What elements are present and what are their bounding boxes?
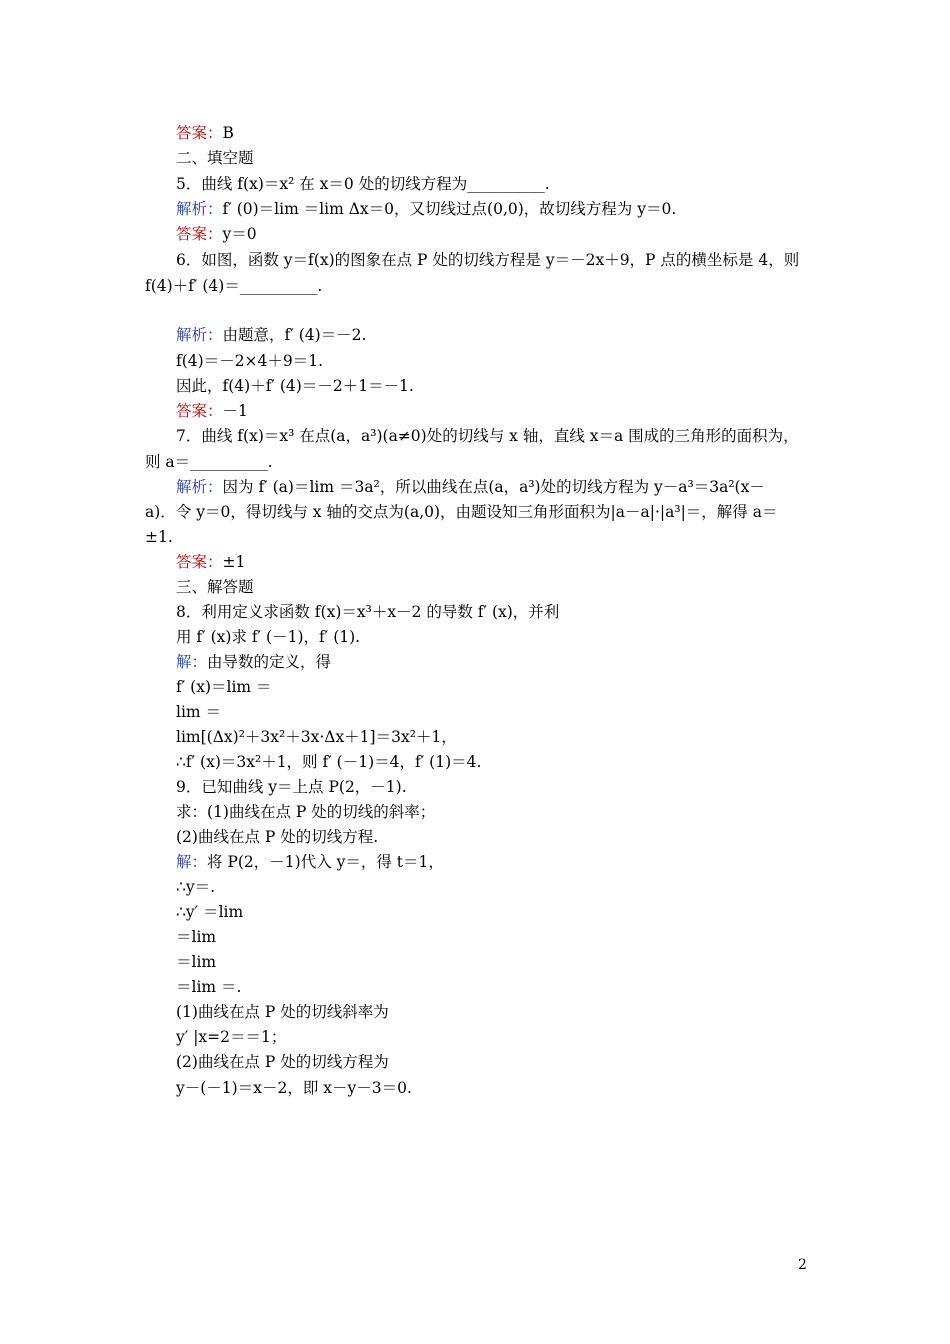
- line-text: 7．曲线 f(x)＝x³ 在点(a，a³)(a≠0)处的切线与 x 轴，直线 x＝a 围成的三角形的面积为，: [176, 427, 799, 445]
- text-line: [176, 852, 444, 872]
- line-text: ±1: [222, 553, 246, 571]
- text-line: [176, 802, 435, 822]
- text-line: [145, 527, 173, 547]
- text-line: [176, 702, 221, 722]
- text-line: [176, 224, 257, 244]
- text-line: [145, 502, 777, 522]
- text-line: [176, 401, 248, 421]
- text-line: [176, 351, 323, 371]
- text-line: [176, 677, 272, 697]
- line-text: 由导数的定义，得: [207, 653, 332, 671]
- text-line: [176, 1002, 389, 1022]
- text-line: [176, 1027, 286, 1047]
- text-line: [145, 452, 273, 472]
- line-text: 三、解答题: [176, 578, 254, 596]
- line-text: 将 P(2，－1)代入 y＝，得 t＝1，: [207, 853, 444, 871]
- text-line: [176, 927, 216, 947]
- solution-label: 解析：: [176, 200, 223, 218]
- solution-label: 解析：: [176, 478, 223, 496]
- text-line: [176, 123, 234, 143]
- text-line: [176, 977, 241, 997]
- line-text: (2)曲线在点 P 处的切线方程为: [176, 1053, 389, 1071]
- line-text: ∴f′ (x)＝3x²＋1，则 f′ (－1)＝4，f′ (1)＝4.: [176, 753, 482, 771]
- line-text: ∴y＝.: [176, 878, 216, 896]
- line-text: ±1.: [145, 528, 173, 546]
- text-line: [176, 199, 676, 219]
- text-line: [145, 276, 322, 296]
- line-text: ＝lim ＝.: [176, 978, 242, 996]
- line-text: 6．如图，函数 y＝f(x)的图象在点 P 处的切线方程是 y＝－2x＋9，P 点的横坐标是 4，则: [176, 251, 800, 269]
- line-text: 则 a＝__________.: [145, 453, 273, 471]
- line-text: y＝0: [222, 225, 257, 243]
- text-line: [176, 752, 481, 772]
- line-text: f′ (0)＝lim ＝lim Δx＝0，又切线过点(0,0)，故切线方程为 y＝0.: [222, 200, 677, 218]
- line-text: (1)曲线在点 P 处的切线斜率为: [176, 1003, 389, 1021]
- line-text: f(4)＝－2×4＋9＝1.: [176, 352, 324, 370]
- text-line: [176, 727, 457, 747]
- line-text: lim[(Δx)²＋3x²＋3x·Δx＋1]＝3x²＋1，: [176, 728, 457, 746]
- answer-label: 答案：: [176, 402, 223, 420]
- line-text: ＝lim: [176, 928, 217, 946]
- answer-label: 答案：: [176, 124, 223, 142]
- text-line: [176, 426, 799, 446]
- text-line: [176, 902, 243, 922]
- line-text: a)．令 y＝0，得切线与 x 轴的交点为(a,0)，由题设知三角形面积为|a－a|·|a³|＝，解得 a＝: [145, 503, 778, 521]
- line-text: 求：(1)曲线在点 P 处的切线的斜率；: [176, 803, 436, 821]
- line-text: f′ (x)＝lim ＝: [176, 678, 272, 696]
- text-line: [176, 1052, 389, 1072]
- line-text: 5．曲线 f(x)＝x² 在 x＝0 处的切线方程为__________.: [176, 175, 550, 193]
- text-line: [176, 325, 366, 345]
- text-line: [176, 602, 559, 622]
- text-line: [176, 1078, 412, 1098]
- line-text: 用 f′ (x)求 f′ (－1)，f′ (1).: [176, 628, 361, 646]
- line-text: 因此，f(4)＋f′ (4)＝－2＋1＝－1.: [176, 377, 414, 395]
- line-text: －1: [222, 402, 248, 420]
- answer-label: 答案：: [176, 225, 223, 243]
- text-line: [176, 952, 216, 972]
- text-line: [176, 827, 378, 847]
- solution-label: 解：: [176, 653, 208, 671]
- line-text: 9．已知曲线 y＝上点 P(2，－1).: [176, 778, 407, 796]
- text-line: [176, 477, 765, 497]
- text-line: [176, 652, 331, 672]
- line-text: ＝lim: [176, 953, 217, 971]
- line-text: 因为 f′ (a)＝lim ＝3a²，所以曲线在点(a，a³)处的切线方程为 y－a³＝3a²(x－: [222, 478, 765, 496]
- line-text: f(4)＋f′ (4)＝__________.: [145, 277, 323, 295]
- page-number: 2: [798, 1257, 807, 1273]
- line-text: B: [222, 124, 234, 142]
- text-line: [176, 174, 550, 194]
- solution-label: 解：: [176, 853, 208, 871]
- text-line: [176, 250, 799, 270]
- line-text: 由题意，f′ (4)＝－2.: [222, 326, 367, 344]
- line-text: 二、填空题: [176, 149, 254, 167]
- text-line: [176, 376, 414, 396]
- text-line: [176, 777, 407, 797]
- line-text: ∴y′ ＝lim: [176, 903, 244, 921]
- text-line: [176, 577, 254, 597]
- text-line: [176, 877, 215, 897]
- text-line: [176, 148, 254, 168]
- line-text: (2)曲线在点 P 处的切线方程.: [176, 828, 379, 846]
- line-text: 8．利用定义求函数 f(x)＝x³＋x－2 的导数 f′ (x)，并利: [176, 603, 560, 621]
- text-line: [176, 552, 245, 572]
- line-text: lim ＝: [176, 703, 222, 721]
- solution-label: 解析：: [176, 326, 223, 344]
- answer-label: 答案：: [176, 553, 223, 571]
- line-text: y′ |x=2＝＝1；: [176, 1028, 287, 1046]
- line-text: y－(－1)＝x－2，即 x－y－3＝0.: [176, 1079, 412, 1097]
- text-line: [176, 627, 360, 647]
